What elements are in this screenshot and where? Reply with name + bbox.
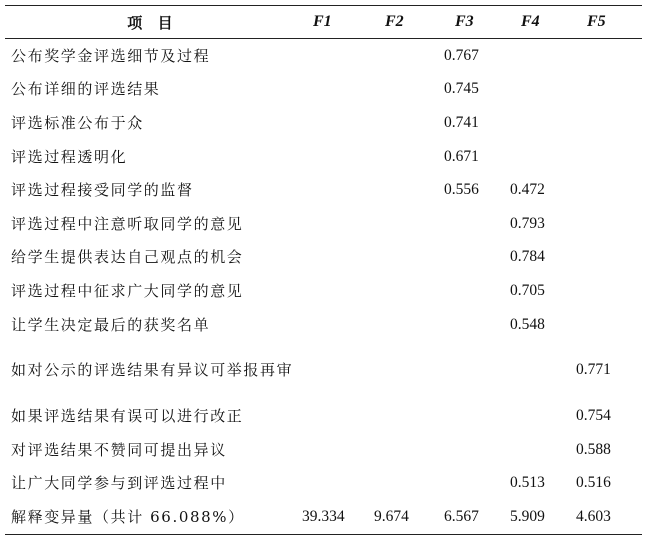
- cell-f4: 0.472: [510, 181, 545, 199]
- cell-f5: 0.754: [576, 407, 611, 425]
- cell-f4: [503, 433, 569, 467]
- row-label: 让广大同学参与到评选过程中: [11, 474, 227, 493]
- cell-f3: 0.556: [444, 181, 479, 199]
- cell-f1: [295, 39, 367, 73]
- cell-f1: [295, 173, 367, 207]
- table-row: [5, 341, 642, 399]
- cell-f5: 0.516: [576, 474, 611, 492]
- cell-f1: [295, 467, 367, 501]
- table-row: [5, 274, 642, 308]
- cell-f3: 0.671: [444, 147, 479, 165]
- cell-f1: [295, 106, 367, 140]
- cell-f5: 0.588: [576, 440, 611, 458]
- cell-f4: 0.548: [510, 315, 545, 333]
- header-f2: F2: [367, 6, 437, 39]
- header-row: [5, 6, 642, 39]
- row-label: 公布奖学金评选细节及过程: [11, 46, 211, 65]
- table-row: [5, 207, 642, 241]
- cell-f2: [367, 241, 437, 275]
- cell-f3: [437, 341, 503, 399]
- cell-f5: [569, 39, 642, 73]
- cell-f2: [367, 207, 437, 241]
- cell-f4: 0.784: [510, 248, 545, 266]
- cell-f3: [437, 433, 503, 467]
- cell-f1: [295, 341, 367, 399]
- cell-f5: [569, 106, 642, 140]
- row-label: 评选过程透明化: [11, 147, 128, 166]
- cell-f3: [437, 241, 503, 275]
- row-label: 对评选结果不赞同可提出异议: [11, 440, 227, 459]
- cell-f2: [367, 39, 437, 73]
- cell-f4: 0.513: [510, 474, 545, 492]
- row-label: 给学生提供表达自己观点的机会: [11, 248, 244, 267]
- cell-f3: [437, 274, 503, 308]
- cell-f3: [437, 308, 503, 342]
- cell-f5: [569, 274, 642, 308]
- cell-f2: [367, 467, 437, 501]
- cell-f2: [367, 173, 437, 207]
- cell-f1: [295, 274, 367, 308]
- table-row: [5, 73, 642, 107]
- header-f5: F5: [569, 6, 642, 39]
- row-label: 评选过程中注意听取同学的意见: [11, 214, 244, 233]
- cell-f5: [569, 308, 642, 342]
- cell-f5: [569, 73, 642, 107]
- cell-f4: 0.793: [510, 214, 545, 232]
- cell-f5: 0.771: [576, 361, 611, 379]
- cell-f5: [569, 173, 642, 207]
- cell-f1: [295, 140, 367, 174]
- table-row: [5, 433, 642, 467]
- row-label: 评选标准公布于众: [11, 113, 144, 132]
- row-label: 公布详细的评选结果: [11, 80, 161, 99]
- table-row: [5, 308, 642, 342]
- cell-f2: [367, 433, 437, 467]
- cell-f4: [503, 341, 569, 399]
- cell-f3: [437, 399, 503, 433]
- table-row: [5, 467, 642, 501]
- cell-f4: [503, 106, 569, 140]
- cell-f1: [295, 207, 367, 241]
- cell-f2: [367, 274, 437, 308]
- cell-f4: [503, 73, 569, 107]
- cell-f2: [367, 308, 437, 342]
- header-f4: F4: [503, 6, 569, 39]
- row-label: 让学生决定最后的获奖名单: [11, 315, 211, 334]
- cell-f4: [503, 140, 569, 174]
- cell-f2: [367, 140, 437, 174]
- table-row: [5, 399, 642, 433]
- row-label: 如对公示的评选结果有异议可举报再审: [11, 361, 294, 380]
- cell-f1: [295, 241, 367, 275]
- cell-f2: [367, 106, 437, 140]
- cell-f4: 0.705: [510, 281, 545, 299]
- cell-f3: 6.567: [437, 500, 503, 534]
- cell-f5: 4.603: [569, 500, 642, 534]
- cell-f3: [437, 207, 503, 241]
- cell-f1: [295, 433, 367, 467]
- table-row-variance: [5, 500, 642, 534]
- table-row: [5, 173, 642, 207]
- cell-f5: [569, 140, 642, 174]
- row-label: 解释变异量（共计 66.088%）: [5, 500, 295, 534]
- cell-f3: [437, 467, 503, 501]
- table-row: [5, 106, 642, 140]
- cell-f2: 9.674: [367, 500, 437, 534]
- header-f1: F1: [295, 6, 367, 39]
- cell-f3: 0.745: [444, 80, 479, 98]
- row-label: 如果评选结果有误可以进行改正: [11, 407, 244, 426]
- cell-f2: [367, 73, 437, 107]
- cell-f5: [569, 241, 642, 275]
- cell-f3: 0.741: [444, 113, 479, 131]
- cell-f4: [503, 399, 569, 433]
- row-label: 评选过程中征求广大同学的意见: [11, 281, 244, 300]
- table-row: [5, 39, 642, 73]
- cell-f4: [503, 39, 569, 73]
- cell-f1: [295, 73, 367, 107]
- cell-f5: [569, 207, 642, 241]
- cell-f2: [367, 341, 437, 399]
- header-f3: F3: [437, 6, 503, 39]
- table-row: [5, 241, 642, 275]
- cell-f1: 39.334: [295, 500, 367, 534]
- cell-f1: [295, 308, 367, 342]
- cell-f1: [295, 399, 367, 433]
- factor-loading-table: [5, 5, 642, 535]
- header-item: 项 目: [5, 6, 295, 39]
- row-label: 评选过程接受同学的监督: [11, 181, 194, 200]
- cell-f4: 5.909: [503, 500, 569, 534]
- cell-f3: 0.767: [444, 46, 479, 64]
- table-row: [5, 140, 642, 174]
- cell-f2: [367, 399, 437, 433]
